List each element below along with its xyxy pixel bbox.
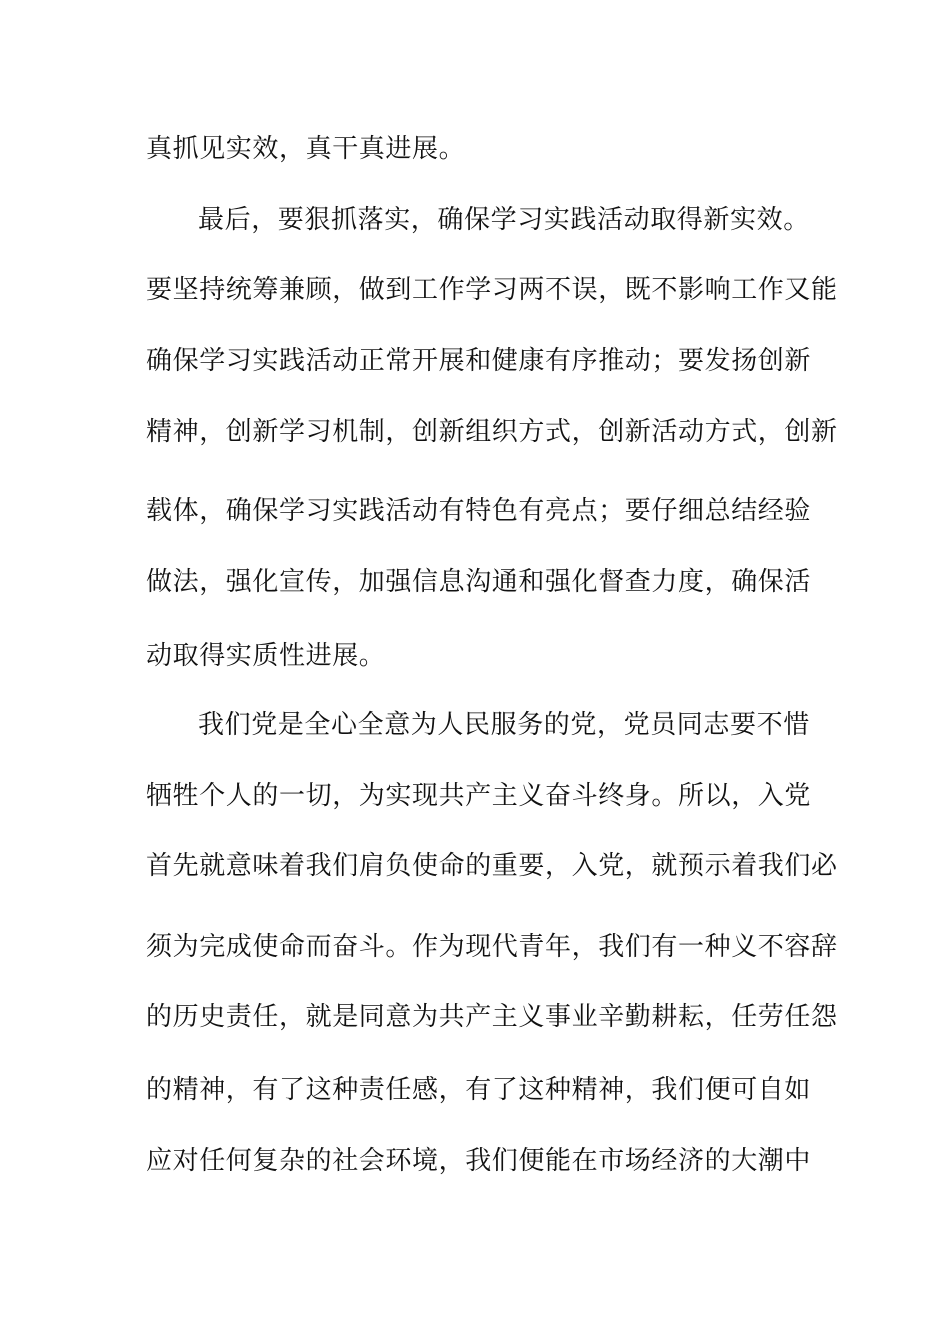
text-line: 要坚持统筹兼顾，做到工作学习两不误，既不影响工作又能 xyxy=(146,275,838,305)
text-line: 应对任何复杂的社会环境，我们便能在市场经济的大潮中 xyxy=(146,1146,812,1176)
text-line: 载体，确保学习实践活动有特色有亮点；要仔细总结经验 xyxy=(146,496,812,526)
text-line: 动取得实质性进展。 xyxy=(146,641,386,671)
text-line: 精神，创新学习机制，创新组织方式，创新活动方式，创新 xyxy=(146,417,838,447)
text-line: 须为完成使命而奋斗。作为现代青年，我们有一种义不容辞 xyxy=(146,932,838,962)
text-line: 确保学习实践活动正常开展和健康有序推动；要发扬创新 xyxy=(146,346,812,376)
paragraph-first-line: 最后，要狠抓落实，确保学习实践活动取得新实效。 xyxy=(198,205,810,235)
text-line: 牺牲个人的一切，为实现共产主义奋斗终身。所以，入党 xyxy=(146,781,812,811)
text-line: 的精神，有了这种责任感，有了这种精神，我们便可自如 xyxy=(146,1075,812,1105)
paragraph-first-line: 我们党是全心全意为人民服务的党，党员同志要不惜 xyxy=(198,710,810,740)
text-line: 真抓见实效，真干真进展。 xyxy=(146,134,466,164)
text-line: 的历史责任，就是同意为共产主义事业辛勤耕耘，任劳任怨 xyxy=(146,1002,838,1032)
text-line: 首先就意味着我们肩负使命的重要，入党，就预示着我们必 xyxy=(146,851,838,881)
text-line: 做法，强化宣传，加强信息沟通和强化督查力度，确保活 xyxy=(146,567,812,597)
